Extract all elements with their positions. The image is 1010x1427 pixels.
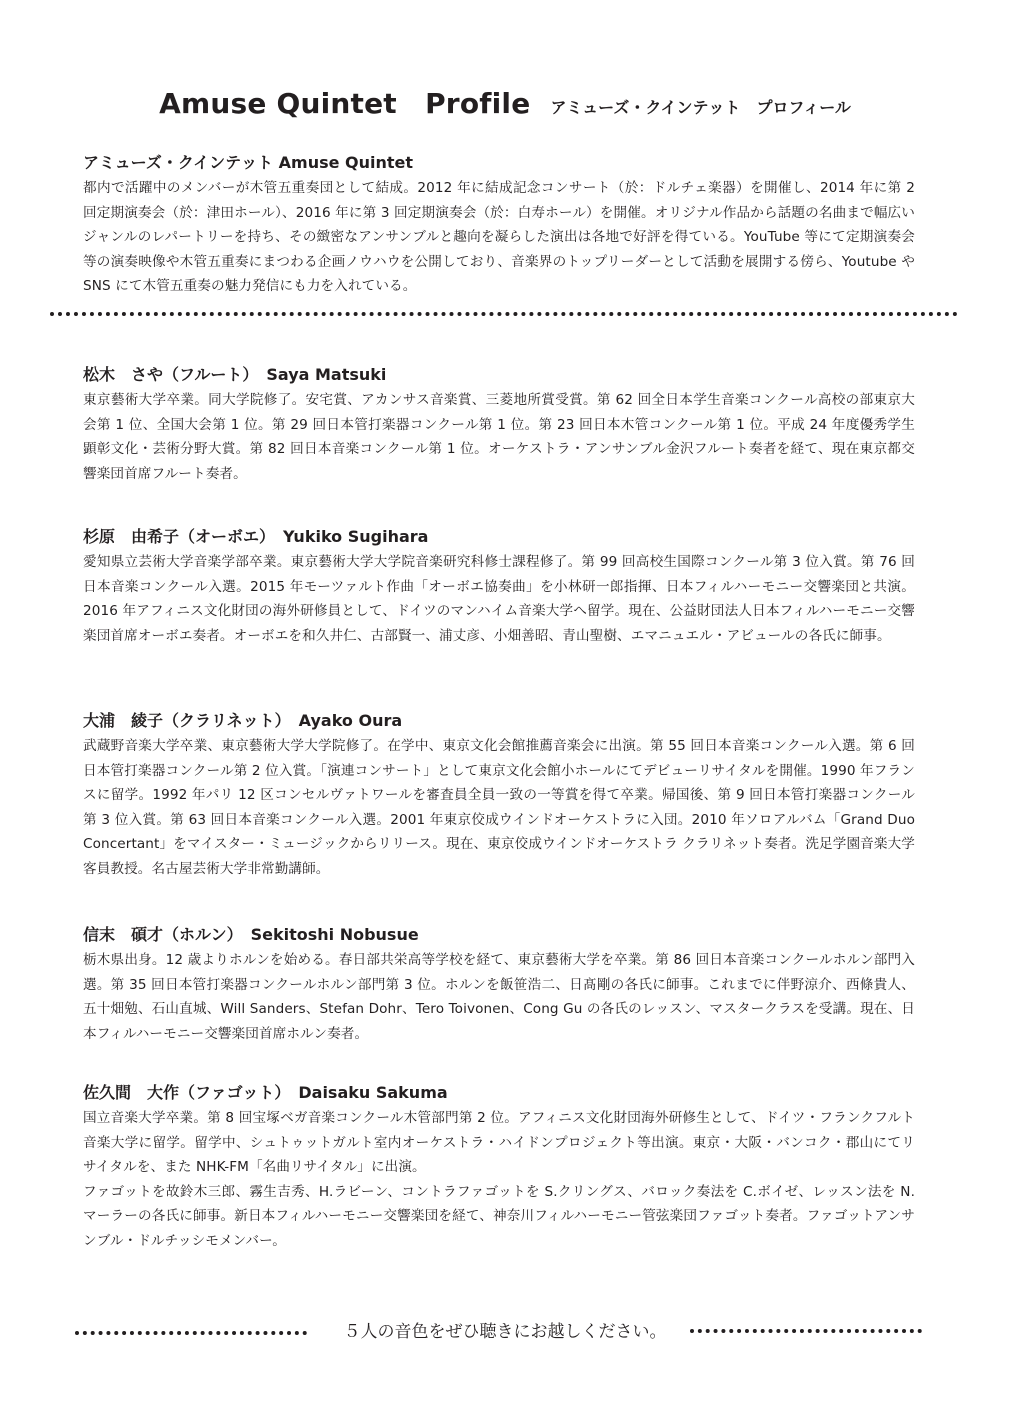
paragraph: 東京藝術大学卒業。同大学院修了。安宅賞、アカンサス音楽賞、三菱地所賞受賞。第 62 回全日本学生音楽コンクール高校の部東京大会第 1 位、全国大会第 1 位。第 29 回日本管打楽器コンクール第 1 位。第 23 回日本木管コンクール第 1 位。平成 24 年度優秀学生顕彰文化・芸術分野大賞。第 82 回日本音楽コンクール第 1 位。オーケストラ・アンサンブル金沢フルート奏者を経て、現在東京都交響楽団首席フルート奏者。 — [83, 392, 915, 482]
section-body — [83, 388, 915, 486]
section-body — [83, 176, 915, 299]
section-heading: 佐久間 大作（ファゴット） Daisaku Sakuma — [83, 1083, 448, 1102]
section-body — [83, 1106, 915, 1253]
section-horn — [83, 924, 915, 1046]
paragraph: 愛知県立芸術大学音楽学部卒業。東京藝術大学大学院音楽研究科修士課程修了。第 99 回高校生国際コンクール第 3 位入賞。第 76 回日本音楽コンクール入選。2015 年モーツァルト作曲「オーボエ協奏曲」を小林研一郎指揮、日本フィルハーモニー交響楽団と共演。2016 年アフィニス文化財団の海外研修員として、ドイツのマンハイム音楽大学へ留学。現在、公益財団法人日本フィルハーモニー交響楽団首席オーボエ奏者。オーボエを和久井仁、古部賢一、浦丈彦、小畑善昭、青山聖樹、エマニュエル・アビュールの各氏に師事。 — [83, 554, 915, 644]
section-body — [83, 734, 915, 881]
dotted-divider-right — [690, 1329, 922, 1333]
section-heading: 大浦 綾子（クラリネット） Ayako Oura — [83, 711, 403, 730]
section-body — [83, 550, 915, 648]
section-oboe — [83, 526, 915, 648]
section-heading: アミューズ・クインテット Amuse Quintet — [83, 153, 414, 172]
paragraph: ファゴットを故鈴木三郎、霧生吉秀、H.ラビーン、コントラファゴットを S.クリングス、バロック奏法を C.ボイゼ、レッスン法を N.マーラーの各氏に師事。新日本フィルハーモニー交響楽団を経て、神奈川フィルハーモニー管弦楽団ファゴット奏者。ファゴットアンサンブル・ドルチッシモメンバー。 — [83, 1183, 915, 1249]
dotted-divider — [50, 312, 958, 316]
paragraph: 武蔵野音楽大学卒業、東京藝術大学大学院修了。在学中、東京文化会館推薦音楽会に出演。第 55 回日本音楽コンクール入選。第 6 回日本管打楽器コンクール第 2 位入賞。「演連コンサート」として東京文化会館小ホールにてデビューリサイタルを開催。1990 年フランスに留学。1992 年パリ 12 区コンセルヴァトワールを審査員全員一致の一等賞を得て卒業。帰国後、第 9 回日本管打楽器コンクール第 3 位入賞。第 63 回日本音楽コンクール入選。2001 年東京佼成ウインドオーケストラに入団。2010 年ソロアルバム「Grand Duo Concertant」をマイスター・ミュージックからリリース。現在、東京佼成ウインドオーケストラ クラリネット奏者。洗足学園音楽大学客員教授。名古屋芸術大学非常勤講師。 — [83, 738, 915, 877]
section-clarinet — [83, 710, 915, 881]
section-ensemble — [83, 152, 915, 299]
page-title — [0, 82, 1010, 122]
section-body — [83, 948, 915, 1046]
paragraph: 国立音楽大学卒業。第 8 回宝塚ベガ音楽コンクール木管部門第 2 位。アフィニス文化財団海外研修生として、ドイツ・フランクフルト音楽大学に留学。留学中、シュトゥットガルト室内オーケストラ・ハイドンプロジェクト等出演。東京・大阪・バンコク・郡山にてリサイタルを、また NHK-FM「名曲リサイタル」に出演。 — [83, 1110, 915, 1175]
dotted-divider-left — [75, 1331, 307, 1335]
closing-message: ５人の音色をぜひ聴きにお越しください。 — [343, 1322, 667, 1342]
section-heading: 松木 さや（フルート） Saya Matsuki — [83, 365, 387, 384]
section-heading: 信末 碩才（ホルン） Sekitoshi Nobusue — [83, 925, 419, 944]
title-english: Amuse Quintet Profile — [159, 87, 531, 120]
section-heading: 杉原 由希子（オーボエ） Yukiko Sugihara — [83, 527, 429, 546]
section-flute — [83, 364, 915, 486]
paragraph: 栃木県出身。12 歳よりホルンを始める。春日部共栄高等学校を経て、東京藝術大学を卒業。第 86 回日本音楽コンクールホルン部門入選。第 35 回日本管打楽器コンクールホルン部門第 3 位。ホルンを飯笹浩二、日髙剛の各氏に師事。これまでに伴野涼介、西條貴人、五十畑勉、石山直城、Will Sanders、Stefan Dohr、Tero Toivonen、Cong Gu の各氏のレッスン、マスタークラスを受講。現在、日本フィルハーモニー交響楽団首席ホルン奏者。 — [83, 952, 915, 1042]
section-bassoon — [83, 1082, 915, 1253]
paragraph: 都内で活躍中のメンバーが木管五重奏団として結成。2012 年に結成記念コンサート（於：ドルチェ楽器）を開催し、2014 年に第 2 回定期演奏会（於：津田ホール）、2016 年に第 3 回定期演奏会（於：白寿ホール）を開催。オリジナル作品から話題の名曲まで幅広いジャンルのレパートリーを持ち、その緻密なアンサンブルと趣向を凝らした演出は各地で好評を得ている。YouTube 等にて定期演奏会等の演奏映像や木管五重奏にまつわる企画ノウハウを公開しており、音楽界のトップリーダーとして活動を展開する傍ら、Youtube や SNS にて木管五重奏の魅力発信にも力を入れている。 — [83, 180, 915, 294]
title-japanese: アミューズ・クインテット プロフィール — [550, 98, 851, 117]
